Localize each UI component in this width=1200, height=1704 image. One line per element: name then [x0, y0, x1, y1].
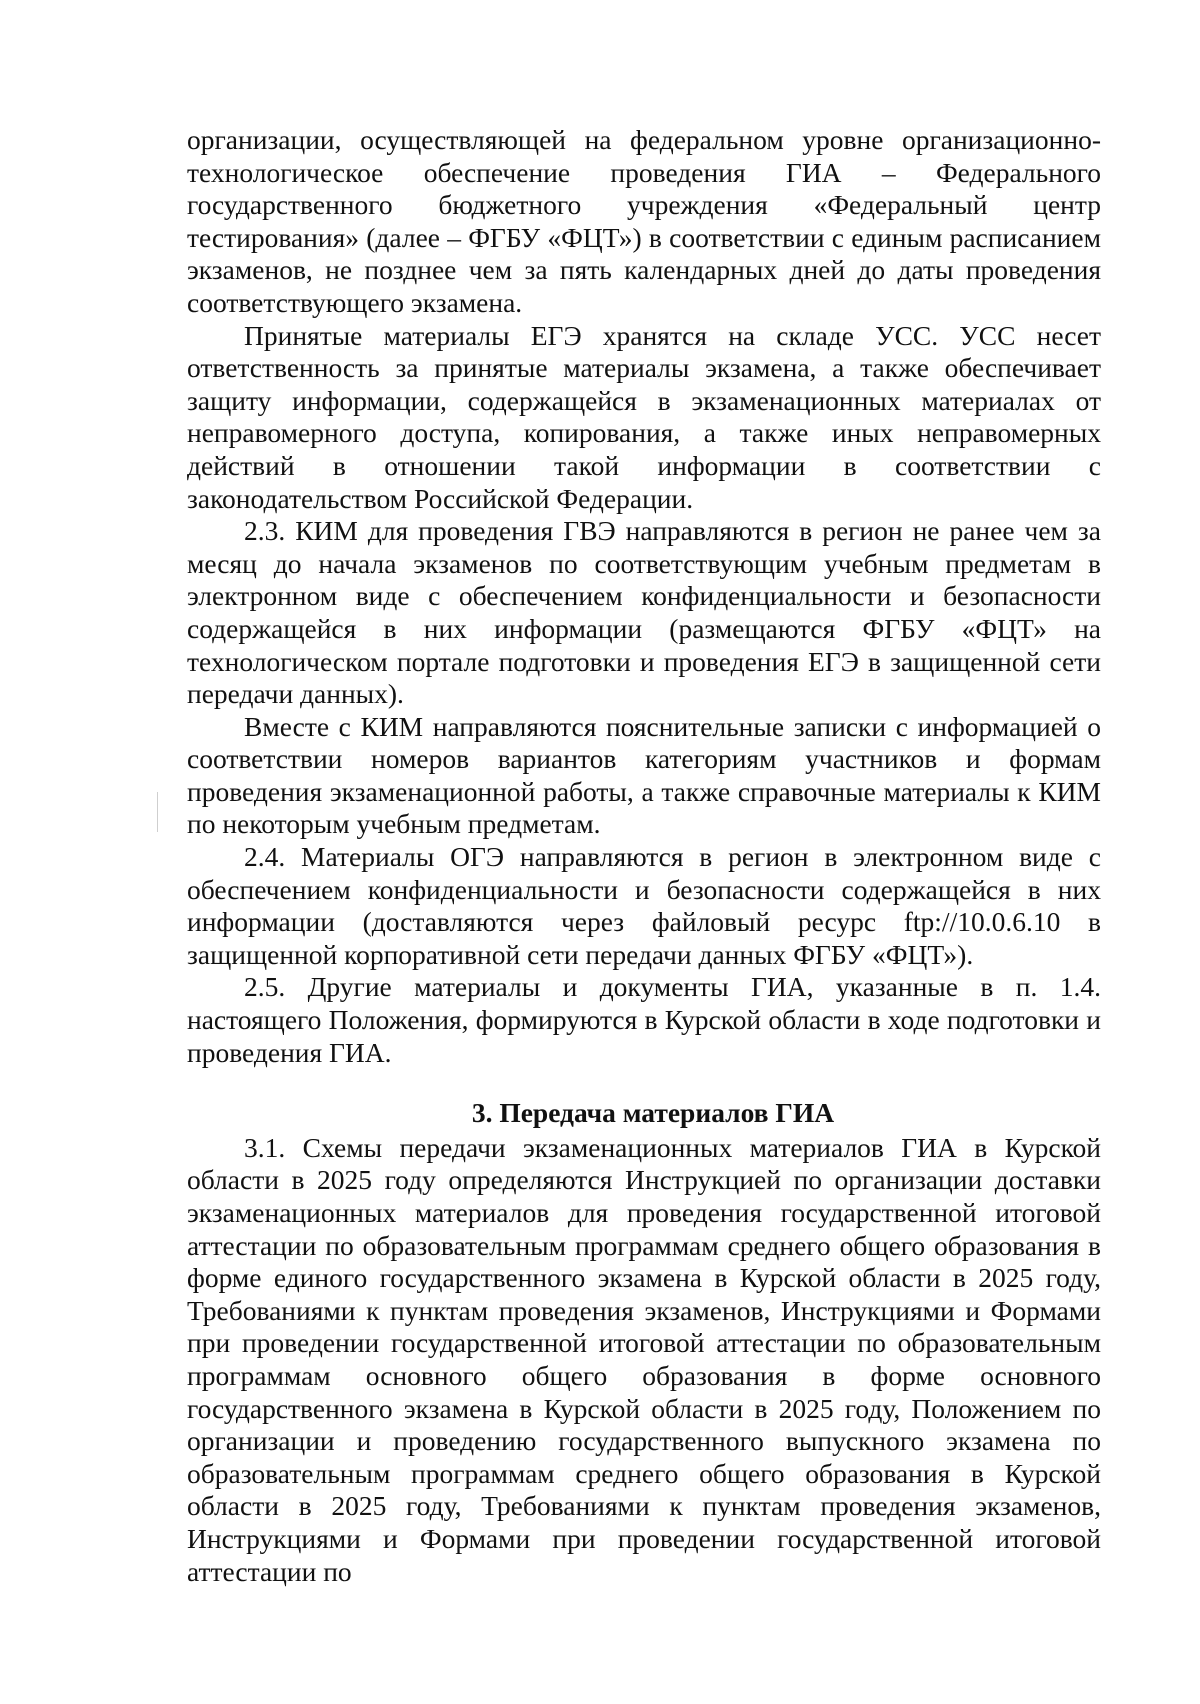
paragraph: 2.5. Другие материалы и документы ГИА, указанные в п. 1.4. настоящего Положения, формируются в Курской области в ходе подготовки и проведения ГИА.: [187, 971, 1101, 1068]
paragraph: 3.1. Схемы передачи экзаменационных материалов ГИА в Курской области в 2025 году определяются Инструкцией по организации доставки экзаменационных материалов для проведения государственной итоговой аттестации по образовательным программам среднего общего образования в форме единого государственного экзамена в Курской области в 2025 году, Требованиями к пунктам проведения экзаменов, Инструкциями и Формами при проведении государственной итоговой аттестации по образовательным программам основного общего образования в форме основного государственного экзамена в Курской области в 2025 году, Положением по организации и проведению государственного выпускного экзамена по образовательным программам среднего общего образования в Курской области в 2025 году, Требованиями к пунктам проведения экзаменов, Инструкциями и Формами при проведении государственной итоговой аттестации по: [187, 1131, 1101, 1587]
paragraph: 2.3. КИМ для проведения ГВЭ направляются в регион не ранее чем за месяц до начала экзаменов по соответствующим учебным предметам в электронном виде с обеспечением конфиденциальности и безопасности содержащейся в них информации (размещаются ФГБУ «ФЦТ» на технологическом портале подготовки и проведения ЕГЭ в защищенной сети передачи данных).: [187, 515, 1101, 710]
document-body: [187, 124, 1101, 1588]
paragraph: Принятые материалы ЕГЭ хранятся на складе УСС. УСС несет ответственность за принятые материалы экзамена, а также обеспечивает защиту информации, содержащейся в экзаменационных материалах от неправомерного доступа, копирования, а также иных неправомерных действий в отношении такой информации в соответствии с законодательством Российской Федерации.: [187, 319, 1101, 514]
section-heading: 3. Передача материалов ГИА: [471, 1097, 835, 1129]
paragraphs-after-heading: [187, 1132, 1101, 1588]
paragraph: организации, осуществляющей на федеральном уровне организационно-технологическое обеспечение проведения ГИА – Федерального государственного бюджетного учреждения «Федеральный центр тестирования» (далее – ФГБУ «ФЦТ») в соответствии с единым расписанием экзаменов, не позднее чем за пять календарных дней до даты проведения соответствующего экзамена.: [187, 124, 1101, 318]
paragraphs-before-heading: [187, 124, 1101, 1069]
paragraph: 2.4. Материалы ОГЭ направляются в регион в электронном виде с обеспечением конфиденциальности и безопасности содержащейся в них информации (доставляются через файловый ресурс ftp://10.0.6.10 в защищенной корпоративной сети передачи данных ФГБУ «ФЦТ»).: [187, 841, 1101, 970]
paragraph: Вместе с КИМ направляются пояснительные записки с информацией о соответствии номеров вариантов категориям участников и формам проведения экзаменационной работы, а также справочные материалы к КИМ по некоторым учебным предметам.: [187, 710, 1101, 840]
scan-artifact-line: [157, 792, 158, 832]
